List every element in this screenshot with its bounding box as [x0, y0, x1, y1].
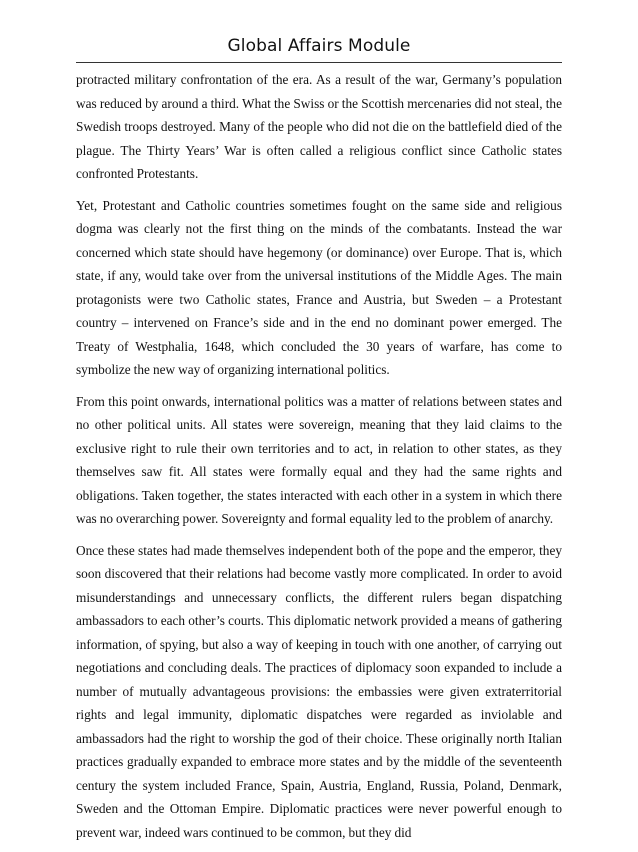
page-body: [76, 68, 562, 852]
page-header-title: Global Affairs Module: [227, 36, 411, 56]
body-paragraph-2: Yet, Protestant and Catholic countries sometimes fought on the same side and religious dogma was clearly not the first thing on the minds of the combatants. Instead the war concerned which state should have hegemony (or dominance) over Europe. That is, which state, if any, would take over from the universal institutions of the Middle Ages. The main protagonists were two Catholic states, France and Austria, but Sweden – a Protestant country – intervened on France’s side and in the end no dominant power emerged. The Treaty of Westphalia, 1648, which concluded the 30 years of warfare, has come to symbolize the new way of organizing international politics.: [76, 197, 562, 377]
body-paragraph-1: protracted military confrontation of the era. As a result of the war, Germany’s population was reduced by around a third. What the Swiss or the Scottish mercenaries did not steal, the Swedish troops destroyed. Many of the people who did not die on the battlefield died of the plague. The Thirty Years’ War is often called a religious conflict since Catholic states confronted Protestants.: [76, 72, 562, 181]
header-divider: [76, 62, 562, 63]
body-paragraph-3: From this point onwards, international politics was a matter of relations between states and no other political units. All states were sovereign, meaning that they laid claims to the exclusive right to rule their own territories and to act, in relation to other states, as they themselves saw fit. All states were formally equal and they had the same rights and obligations. Taken together, the states interacted with each other in a system in which there was no overarching power. Sovereignty and formal equality led to the problem of anarchy.: [76, 393, 562, 526]
body-paragraph-4: Once these states had made themselves independent both of the pope and the emperor, they soon discovered that their relations had become vastly more complicated. In order to avoid misunderstandings and unnecessary conflicts, the different rulers began dispatching ambassadors to each other’s courts. This diplomatic network provided a means of gathering information, of spying, but also a way of keeping in touch with one another, of carrying out negotiations and concluding deals. The practices of diplomacy soon expanded to include a number of mutually advantageous provisions: the embassies were given extraterritorial rights and legal immunity, diplomatic dispatches were regarded as inviolable and ambassadors had the right to worship the god of their choice. These originally north Italian practices gradually expanded to embrace more states and by the middle of the seventeenth century the system included France, Spain, Austria, England, Russia, Poland, Denmark, Sweden and the Ottoman Empire. Diplomatic practices were never powerful enough to prevent war, indeed wars continued to be common, but they did: [76, 542, 562, 840]
